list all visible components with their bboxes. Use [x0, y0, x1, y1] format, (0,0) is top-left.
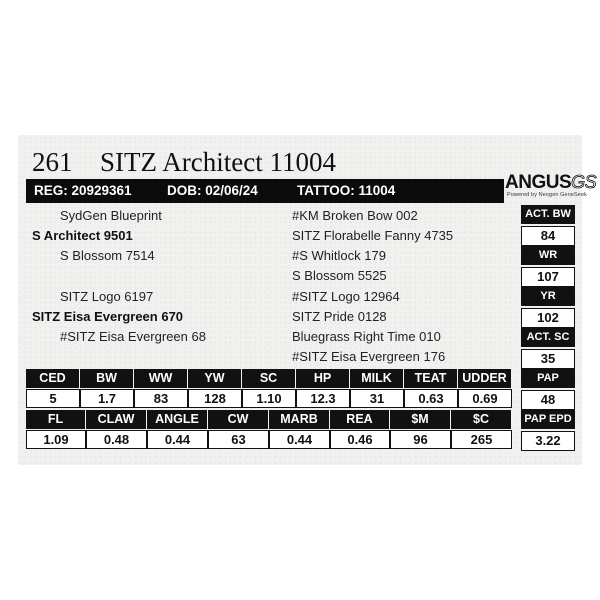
epd-header-bw: BW — [80, 369, 134, 388]
epd-value-hp: 12.3 — [296, 389, 350, 408]
lot-number: 261 — [32, 147, 73, 177]
epd-value-angle: 0.44 — [147, 430, 208, 449]
pedigree-ds-sire: #SITZ Logo 12964 — [292, 289, 400, 304]
epd-header-dollar-c: $C — [451, 410, 512, 429]
epd-value-yw: 128 — [188, 389, 242, 408]
pedigree-dam-sire: SITZ Logo 6197 — [60, 289, 154, 304]
stat-value-act-bw: 84 — [521, 226, 575, 246]
epd-header-marb: MARB — [269, 410, 330, 429]
epd-header-yw: YW — [188, 369, 242, 388]
tattoo: TATTOO: 11004 — [297, 183, 396, 198]
sale-lot-card — [18, 135, 597, 465]
logo-tagline: Powered by Neogen GeneSeek — [507, 192, 587, 198]
pedigree-dam-dam: #SITZ Eisa Evergreen 68 — [60, 329, 206, 344]
epd-header-milk: MILK — [350, 369, 404, 388]
epd-header-cw: CW — [208, 410, 269, 429]
epd-header-teat: TEAT — [404, 369, 458, 388]
epd-header-sc: SC — [242, 369, 296, 388]
epd-value-ced: 5 — [26, 389, 80, 408]
epd-header-rea: REA — [330, 410, 390, 429]
pedigree-ds-dam: SITZ Pride 0128 — [292, 309, 387, 324]
epd-header-claw: CLAW — [86, 410, 147, 429]
epd-value-fl: 1.09 — [26, 430, 86, 449]
pedigree-ss-dam: SITZ Florabelle Fanny 4735 — [292, 228, 454, 243]
registration-number: REG: 20929361 — [34, 183, 132, 198]
stat-label-pap: PAP — [521, 369, 575, 388]
epd-header-dollar-m: $M — [390, 410, 451, 429]
angus-gs-logo — [505, 171, 597, 203]
logo-main-text: ANGUS — [505, 172, 572, 193]
stat-value-wr: 107 — [521, 267, 575, 287]
epd-header-fl: FL — [26, 410, 86, 429]
pedigree-ss-sire: #KM Broken Bow 002 — [292, 208, 418, 223]
stat-value-act-sc: 35 — [521, 349, 575, 369]
epd-value-sc: 1.10 — [242, 389, 296, 408]
stat-label-act-bw: ACT. BW — [521, 205, 575, 224]
pedigree-sd-dam: S Blossom 5525 — [292, 268, 387, 283]
epd-value-bw: 1.7 — [80, 389, 134, 408]
registration-bar — [26, 179, 504, 203]
epd-table-row1 — [26, 369, 512, 409]
lot-title — [32, 144, 336, 180]
epd-value-ww: 83 — [134, 389, 188, 408]
pedigree-dd-dam: #SITZ Eisa Evergreen 176 — [292, 349, 446, 364]
date-of-birth: DOB: 02/06/24 — [167, 183, 258, 198]
pedigree-sire-sire: SydGen Blueprint — [60, 208, 162, 223]
logo-suffix-text: GS — [571, 172, 597, 192]
epd-value-rea: 0.46 — [330, 430, 390, 449]
epd-header-hp: HP — [296, 369, 350, 388]
pedigree-dd-sire: Bluegrass Right Time 010 — [292, 329, 441, 344]
pedigree-sd-sire: #S Whitlock 179 — [292, 248, 386, 263]
stat-label-pap-epd: PAP EPD — [521, 410, 575, 429]
pedigree-dam: SITZ Eisa Evergreen 670 — [32, 309, 184, 324]
epd-header-ww: WW — [134, 369, 188, 388]
epd-header-ced: CED — [26, 369, 80, 388]
stat-value-pap: 48 — [521, 390, 575, 410]
epd-value-dollar-m: 96 — [390, 430, 451, 449]
epd-header-udder: UDDER — [458, 369, 512, 388]
epd-value-marb: 0.44 — [269, 430, 330, 449]
epd-header-angle: ANGLE — [147, 410, 208, 429]
epd-value-claw: 0.48 — [86, 430, 147, 449]
epd-value-dollar-c: 265 — [451, 430, 512, 449]
stat-label-yr: YR — [521, 287, 575, 306]
epd-value-teat: 0.63 — [404, 389, 458, 408]
epd-value-milk: 31 — [350, 389, 404, 408]
stat-value-pap-epd: 3.22 — [521, 431, 575, 451]
epd-table-row2 — [26, 410, 512, 450]
pedigree-sire: S Architect 9501 — [32, 228, 133, 243]
animal-name: SITZ Architect 11004 — [100, 147, 336, 177]
stat-label-wr: WR — [521, 246, 575, 265]
epd-value-cw: 63 — [208, 430, 269, 449]
stat-value-yr: 102 — [521, 308, 575, 328]
epd-value-udder: 0.69 — [458, 389, 512, 408]
pedigree-sire-dam: S Blossom 7514 — [60, 248, 155, 263]
stat-label-act-sc: ACT. SC — [521, 328, 575, 347]
